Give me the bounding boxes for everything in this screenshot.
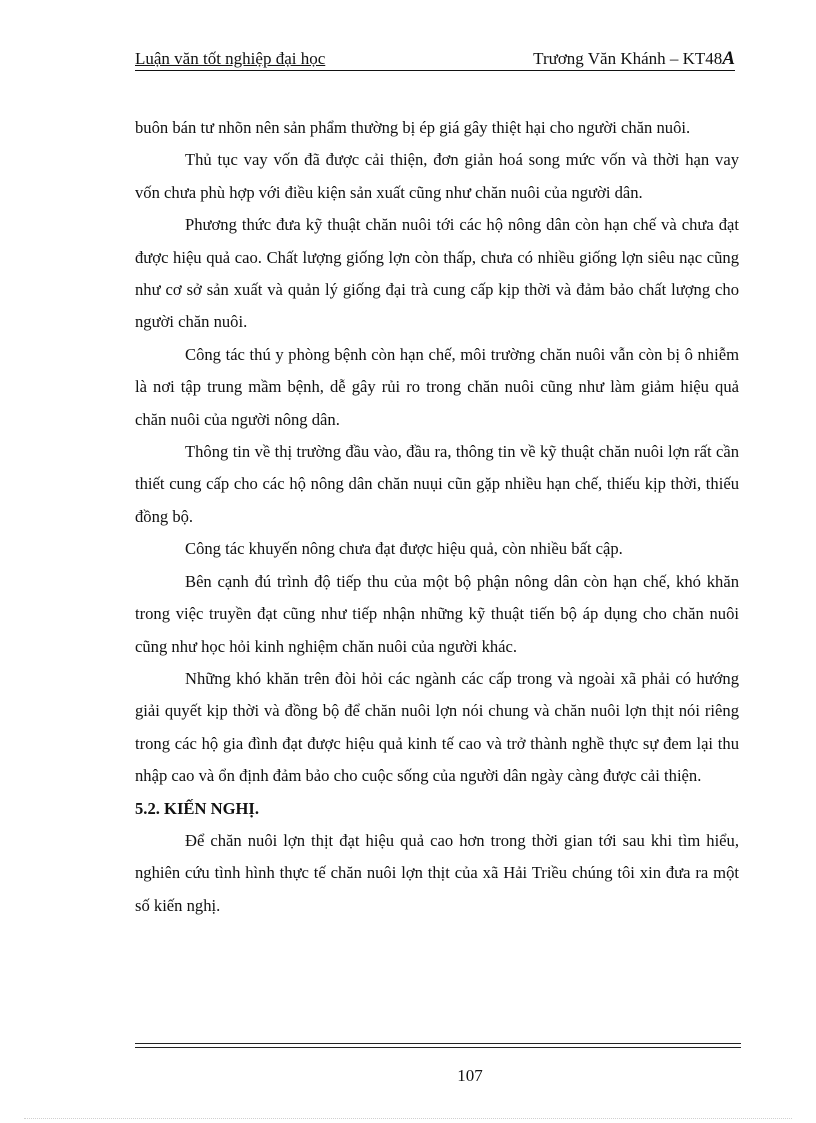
paragraph-market-info: Thông tin về thị trường đầu vào, đầu ra, thông tin về kỹ thuật chăn nuôi lợn rất cần thiết cung cấp cho các hộ nông dân chăn nuụi cũn gặp nhiều hạn chế, thiếu kịp thời, thiếu đồng bộ. xyxy=(135,442,739,526)
paragraph-recommendations-intro: Để chăn nuôi lợn thịt đạt hiệu quả cao hơn trong thời gian tới sau khi tìm hiểu, nghiên cứu tình hình thực tế chăn nuôi lợn thịt của xã Hải Triều chúng tôi xin đưa ra một số kiến nghị. xyxy=(135,830,739,915)
paragraph-loan-procedure: Thủ tục vay vốn đã được cải thiện, đơn giản hoá song mức vốn và thời hạn vay vốn chưa phù hợp với điều kiện sản xuất cũng như chăn nuôi của người dân. xyxy=(135,150,739,202)
page-number: 107 xyxy=(457,1066,483,1085)
section-heading-recommendations: 5.2. KIẾN NGHỊ. xyxy=(135,798,260,818)
paragraph-farmer-capacity: Bên cạnh đú trình độ tiếp thu của một bộ phận nông dân còn hạn chế, khó khăn trong việc truyền đạt cũng như tiếp nhận những kỹ thuật tiến bộ áp dụng cho chăn nuôi cũng như học hỏi kinh nghiệm chăn nuôi của người khác. xyxy=(135,571,739,656)
footer-rule-bottom xyxy=(135,1047,741,1048)
paragraph-extension: Công tác khuyến nông chưa đạt được hiệu quả, còn nhiều bất cập. xyxy=(185,539,623,559)
header-author-name: Trương Văn Khánh – KT48 xyxy=(533,49,723,68)
page-header xyxy=(135,48,735,72)
footer-rule-top xyxy=(135,1043,741,1044)
page-body xyxy=(135,112,739,922)
header-thesis-title: Luận văn tốt nghiệp đại học xyxy=(135,49,326,68)
header-class-suffix: A xyxy=(722,48,735,69)
paragraph-technique-transfer: Phương thức đưa kỹ thuật chăn nuôi tới các hộ nông dân còn hạn chế và chưa đạt được hiệu quả cao. Chất lượng giống lợn còn thấp, chưa có nhiều giống lợn siêu nạc cũng như cơ sở sản xuất và quản lý giống đại trà cung cấp kịp thời và đảm bảo chất lượng cho người chăn nuôi. xyxy=(135,215,739,332)
paragraph-continuation: buôn bán tư nhõn nên sản phẩm thường bị ép giá gây thiệt hại cho người chăn nuôi. xyxy=(135,118,691,137)
paragraph-veterinary: Công tác thú y phòng bệnh còn hạn chế, môi trường chăn nuôi vẫn còn bị ô nhiễm là nơi tập trung mầm bệnh, dễ gây rủi ro trong chăn nuôi cũng như làm giảm hiệu quả chăn nuôi của người nông dân. xyxy=(135,344,739,429)
header-rule xyxy=(135,70,735,71)
page-edge-dots xyxy=(24,1118,792,1119)
header-author xyxy=(533,48,735,70)
paragraph-difficulties: Những khó khăn trên đòi hỏi các ngành các cấp trong và ngoài xã phải có hướng giải quyết kịp thời và đồng bộ để chăn nuôi lợn nói chung và chăn nuôi lợn thịt nói riêng trong các hộ gia đình đạt được hiệu quả kinh tế cao và trở thành nghề thực sự đem lại thu nhập cao và ổn định đảm bảo cho cuộc sống của người dân ngày càng được cải thiện. xyxy=(135,668,739,786)
